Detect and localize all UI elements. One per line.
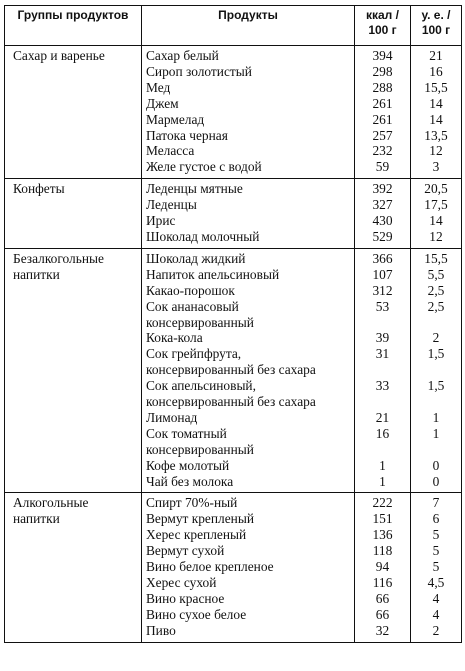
product-name: Джем: [146, 95, 179, 111]
ue-value: 2,5: [427, 282, 445, 298]
spacer: [411, 362, 461, 378]
product-name: Желе густое с водой: [146, 159, 262, 175]
kcal-cell: [355, 179, 411, 249]
kcal-value: 327: [372, 197, 393, 213]
ue-value: 5,5: [427, 266, 445, 282]
kcal-value: 529: [372, 228, 393, 244]
ue-value: 12: [429, 228, 443, 244]
table-body: [5, 46, 462, 643]
kcal-value: 232: [372, 143, 393, 159]
kcal-value: 392: [372, 181, 393, 197]
kcal-value: 366: [372, 250, 393, 266]
ue-value: 12: [429, 143, 443, 159]
ue-value: 20,5: [424, 181, 448, 197]
product-name: Спирт 70%-ный: [146, 495, 238, 511]
kcal-value: 1: [379, 457, 386, 473]
nutrition-table-container: [4, 5, 461, 643]
spacer: [411, 315, 461, 331]
group-name-cell: Безалкогольные напитки: [5, 248, 142, 493]
product-name: Вино белое крепленое: [146, 559, 274, 575]
kcal-value: 33: [375, 378, 390, 394]
spacer: [355, 315, 410, 331]
kcal-value: 312: [372, 282, 393, 298]
kcal-cell: [355, 493, 411, 642]
products-cell: [142, 493, 355, 642]
table-row: [5, 179, 462, 249]
table-row: [5, 46, 462, 179]
ue-value: 14: [429, 213, 443, 229]
product-name: Леденцы: [146, 197, 197, 213]
ue-cell: [411, 493, 462, 642]
product-name-line: Сок грейпфрута,: [146, 346, 242, 362]
kcal-value: 222: [372, 495, 393, 511]
products-cell: [142, 46, 355, 179]
header-kcal: ккал / 100 г: [355, 6, 411, 46]
group-name-cell: Алкогольные напитки: [5, 493, 142, 642]
ue-value: 17,5: [424, 197, 448, 213]
kcal-cell: [355, 248, 411, 493]
ue-cell: [411, 179, 462, 249]
kcal-value: 116: [372, 575, 393, 590]
table-row: [5, 493, 462, 642]
product-name: Лимонад: [146, 409, 198, 425]
kcal-value: 32: [375, 622, 390, 638]
ue-value: 2: [432, 622, 440, 638]
products-cell: [142, 248, 355, 493]
table-header-row: [5, 6, 462, 46]
kcal-value: 394: [372, 48, 393, 63]
product-name: Херес сухой: [146, 575, 217, 590]
product-name: Херес крепленый: [146, 527, 247, 543]
product-name: Патока черная: [146, 127, 228, 143]
table-row: [5, 248, 462, 493]
kcal-value: 66: [375, 590, 390, 606]
product-name: Чай без молока: [146, 473, 234, 489]
product-name: Меласса: [146, 143, 195, 159]
kcal-cell: [355, 46, 411, 179]
product-name: Напиток апельсиновый: [146, 266, 280, 282]
product-name: Мармелад: [146, 111, 205, 127]
product-name: Шоколад жидкий: [146, 250, 246, 266]
kcal-value: 136: [372, 527, 393, 543]
ue-value: 0: [432, 457, 440, 473]
ue-value: 15,5: [424, 250, 448, 266]
kcal-value: 261: [372, 111, 393, 127]
kcal-value: 107: [372, 266, 393, 282]
spacer: [411, 394, 461, 410]
kcal-value: 118: [372, 543, 393, 559]
group-name-cell: Конфеты: [5, 179, 142, 249]
nutrition-table: [4, 5, 462, 643]
ue-value: 3: [432, 159, 440, 175]
ue-value: 2: [432, 330, 440, 346]
kcal-value: 261: [372, 95, 393, 111]
ue-value: 7: [432, 495, 440, 511]
product-name: Кофе молотый: [146, 457, 230, 473]
header-ue: у. е. / 100 г: [411, 6, 462, 46]
ue-value: 1,5: [427, 346, 445, 362]
ue-value: 16: [429, 63, 443, 79]
spacer: [355, 442, 410, 458]
kcal-value: 94: [375, 559, 390, 575]
ue-value: 5: [432, 527, 440, 543]
product-name: Пиво: [146, 622, 176, 638]
ue-value: 4,5: [427, 575, 445, 590]
kcal-value: 53: [375, 298, 390, 314]
ue-value: 0: [432, 473, 440, 489]
product-name: Сахар белый: [146, 48, 219, 63]
product-name: Сироп золотистый: [146, 63, 252, 79]
product-name-line: Сок апельсиновый,: [146, 378, 256, 394]
ue-cell: [411, 46, 462, 179]
header-products: Продукты: [142, 6, 355, 46]
kcal-value: 16: [375, 425, 390, 441]
kcal-value: 66: [375, 606, 390, 622]
kcal-value: 430: [372, 213, 393, 229]
product-name: Вино красное: [146, 590, 225, 606]
product-name: Ирис: [146, 213, 176, 229]
kcal-value: 288: [372, 79, 393, 95]
product-name: Вермут сухой: [146, 543, 225, 559]
products-cell: [142, 179, 355, 249]
kcal-value: 1: [379, 473, 386, 489]
spacer: [355, 362, 410, 378]
ue-value: 6: [432, 511, 440, 527]
ue-value: 1,5: [427, 378, 445, 394]
kcal-value: 59: [375, 159, 390, 175]
ue-value: 5: [432, 543, 440, 559]
product-name-line: консервированный без сахара: [146, 362, 316, 378]
ue-cell: [411, 248, 462, 493]
ue-value: 14: [429, 95, 443, 111]
product-name: Кока-кола: [146, 330, 203, 346]
kcal-value: 21: [375, 409, 390, 425]
ue-value: 21: [429, 48, 443, 63]
ue-value: 14: [429, 111, 443, 127]
product-name: Шоколад молочный: [146, 228, 260, 244]
product-name-line: консервированный: [146, 441, 254, 457]
product-name-line: Сок томатный: [146, 425, 227, 441]
ue-value: 1: [432, 409, 440, 425]
spacer: [355, 394, 410, 410]
spacer: [411, 442, 461, 458]
ue-value: 13,5: [424, 127, 448, 143]
product-name: Вермут крепленый: [146, 511, 255, 527]
product-name: Какао-порошок: [146, 282, 235, 298]
header-groups: Группы продуктов: [5, 6, 142, 46]
ue-value: 5: [432, 559, 440, 575]
group-name-cell: Сахар и варенье: [5, 46, 142, 179]
ue-value: 4: [432, 590, 440, 606]
ue-value: 1: [432, 425, 440, 441]
ue-value: 2,5: [427, 298, 445, 314]
product-name-line: консервированный: [146, 314, 254, 330]
kcal-value: 257: [372, 127, 393, 143]
product-name: Вино сухое белое: [146, 606, 247, 622]
ue-value: 4: [432, 606, 440, 622]
kcal-value: 151: [372, 511, 393, 527]
kcal-value: 31: [375, 346, 390, 362]
product-name: Мед: [146, 79, 171, 95]
product-name: Леденцы мятные: [146, 181, 243, 197]
product-name-line: Сок ананасовый: [146, 298, 239, 314]
kcal-value: 298: [372, 63, 393, 79]
ue-value: 15,5: [424, 79, 448, 95]
kcal-value: 39: [375, 330, 390, 346]
product-name-line: консервированный без сахара: [146, 394, 316, 410]
